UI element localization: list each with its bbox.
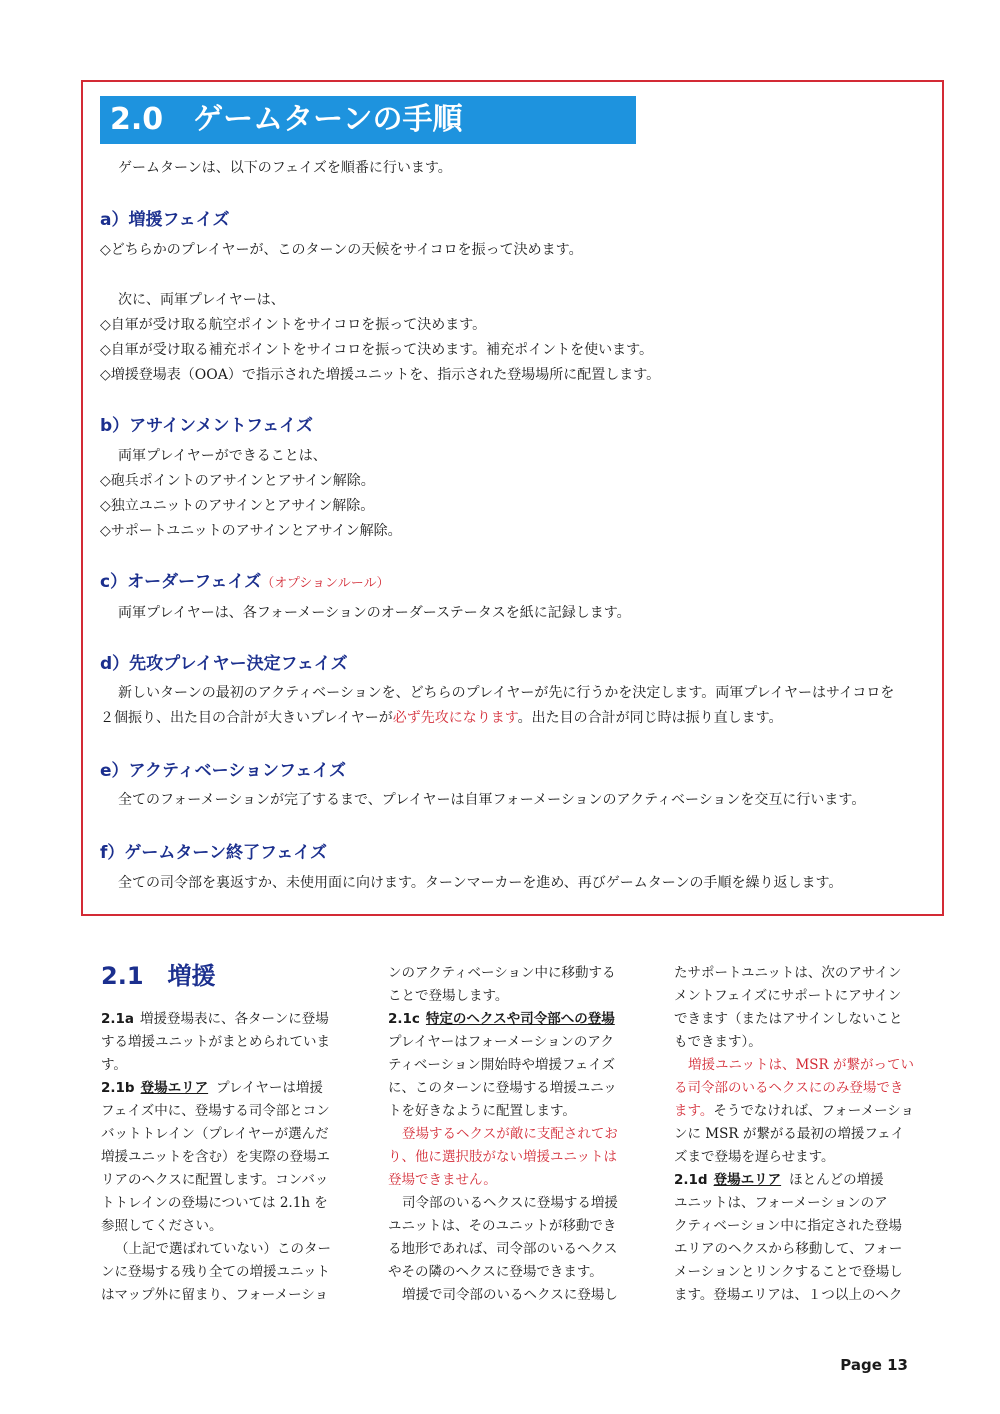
- text-line: リアのヘクスに配置します。コンバッ: [101, 1172, 329, 1188]
- phase-a-line-3: ◇自軍が受け取る航空ポイントをサイコロを振って決めます。: [100, 317, 487, 333]
- rule-text: そうでなければ、フォーメーショ: [713, 1103, 915, 1119]
- heading-phase-b: b）アサインメントフェイズ: [100, 416, 313, 436]
- text-line: トトレインの登場については 2.1h を: [101, 1195, 328, 1211]
- rule-text: 増援登場表に、各ターンに登場: [140, 1011, 329, 1027]
- phase-d-line-2: [100, 708, 783, 728]
- rule-number: 2.1a: [101, 1011, 135, 1027]
- page-number: Page 13: [840, 1356, 908, 1374]
- text-line: メーションとリンクすることで登場し: [674, 1264, 903, 1280]
- text-line: バットトレイン（プレイヤーが選んだ: [101, 1126, 329, 1142]
- text-line: 増援ユニットを含む）を実際の登場エ: [101, 1149, 330, 1165]
- text-line: [101, 1008, 353, 1031]
- rule-subtitle: 特定のヘクスや司令部への登場: [425, 1011, 615, 1027]
- column-3: [674, 962, 926, 1307]
- heading-phase-c-label: c）オーダーフェイズ: [100, 572, 262, 592]
- phase-a-line-4: ◇自軍が受け取る補充ポイントをサイコロを振って決めます。補充ポイントを使います。: [100, 342, 653, 358]
- phase-d-line-1: 新しいターンの最初のアクティベーションを、どちらのプレイヤーが先に行うかを決定します。両軍プレイヤーはサイコロを: [118, 685, 895, 701]
- text-line: する増援ユニットがまとめられていま: [101, 1034, 330, 1050]
- heading-phase-a: a）増援フェイズ: [100, 210, 230, 230]
- text-line: に、このターンに登場する増援ユニッ: [388, 1080, 617, 1096]
- text-line: ンに登場する残り全ての増援ユニット: [101, 1264, 330, 1280]
- text-line: ユニットは、フォーメーションのア: [674, 1195, 888, 1211]
- text-line: もできます）。: [674, 1034, 762, 1050]
- text-line: クティベーション中に指定された登場: [674, 1218, 902, 1234]
- text-line: ンのアクティベーション中に移動する: [388, 965, 616, 981]
- rule-text: ほとんどの増援: [789, 1172, 884, 1188]
- optional-rule-label: （オプションルール）: [261, 576, 390, 591]
- text-line: できます（またはアサインしないこと: [674, 1011, 903, 1027]
- text-line: [388, 1008, 640, 1031]
- rule-text: プレイヤーは増援: [216, 1080, 323, 1096]
- rule-subtitle: 登場エリア: [140, 1080, 209, 1096]
- text-line: る地形であれば、司令部のいるヘクス: [388, 1241, 618, 1257]
- emphasis-text: ます。: [674, 1103, 714, 1119]
- text-line: プレイヤーはフォーメーションのアク: [388, 1034, 614, 1050]
- rule-number: 2.1b: [101, 1080, 135, 1096]
- emphasis-line: 増援ユニットは、MSR が繋がってい: [688, 1057, 914, 1073]
- text-line: はマップ外に留まり、フォーメーショ: [101, 1287, 329, 1303]
- heading-phase-f: f）ゲームターン終了フェイズ: [100, 843, 328, 863]
- phase-d-emphasis: 必ず先攻になります: [392, 710, 518, 726]
- phase-b-line-2: ◇砲兵ポイントのアサインとアサイン解除。: [100, 473, 375, 489]
- section-title-2-0: 2.0 ゲームターンの手順: [100, 96, 636, 144]
- column-2: [388, 962, 640, 1307]
- phase-a-line-5: ◇増援登場表（OOA）で指示された増援ユニットを、指示された登場場所に配置します。: [100, 367, 661, 383]
- text-line: 司令部のいるヘクスに登場する増援: [402, 1195, 618, 1211]
- emphasis-line: る司令部のいるヘクスにのみ登場でき: [674, 1080, 904, 1096]
- text-line: フェイズ中に、登場する司令部とコン: [101, 1103, 330, 1119]
- rule-number: 2.1c: [388, 1011, 420, 1027]
- text-line: す。: [101, 1057, 127, 1073]
- heading-phase-e: e）アクティベーションフェイズ: [100, 761, 346, 781]
- text-line: [674, 1169, 926, 1192]
- text-line: メントフェイズにサポートにアサイン: [674, 988, 902, 1004]
- rule-subtitle: 登場エリア: [713, 1172, 782, 1188]
- phase-a-line-2: 次に、両軍プレイヤーは、: [118, 292, 285, 308]
- text-line: ティベーション開始時や増援フェイズ: [388, 1057, 616, 1073]
- text-line: ズまで登場を遅らせます。: [674, 1149, 835, 1165]
- text-line: たサポートユニットは、次のアサイン: [674, 965, 902, 981]
- emphasis-line: 登場するヘクスが敵に支配されてお: [402, 1126, 618, 1142]
- phase-a-line-1: ◇どちらかのプレイヤーが、このターンの天候をサイコロを振って決めます。: [100, 242, 583, 258]
- text-line: エリアのヘクスから移動して、フォー: [674, 1241, 903, 1257]
- text-line: ます。登場エリアは、１つ以上のヘク: [674, 1287, 903, 1303]
- phase-f-line-1: 全ての司令部を裏返すか、未使用面に向けます。ターンマーカーを進め、再びゲームターンの手順を繰り返します。: [118, 875, 843, 891]
- text-line: ユニットは、そのユニットが移動でき: [388, 1218, 617, 1234]
- text-line: ンに MSR が繋がる最初の増援フェイ: [674, 1126, 905, 1142]
- text-line: 増援で司令部のいるヘクスに登場し: [402, 1287, 618, 1303]
- text-line: 参照してください。: [101, 1218, 223, 1234]
- phase-e-line-1: 全てのフォーメーションが完了するまで、プレイヤーは自軍フォーメーションのアクティベーションを交互に行います。: [118, 792, 866, 808]
- emphasis-line: 登場できません。: [388, 1172, 497, 1188]
- heading-phase-d: d）先攻プレイヤー決定フェイズ: [100, 654, 348, 674]
- phase-b-line-3: ◇独立ユニットのアサインとアサイン解除。: [100, 498, 375, 514]
- text-line: やその隣のヘクスに登場できます。: [388, 1264, 603, 1280]
- text-line: [101, 1077, 353, 1100]
- text-line: ことで登場します。: [388, 988, 509, 1004]
- phase-b-line-4: ◇サポートユニットのアサインとアサイン解除。: [100, 523, 402, 539]
- phase-d-text-c: 。出た目の合計が同じ時は振り直します。: [517, 710, 783, 726]
- text-line: （上記で選ばれていない）このター: [115, 1241, 331, 1257]
- rule-number: 2.1d: [674, 1172, 708, 1188]
- phase-d-text-a: ２個振り、出た目の合計が大きいプレイヤーが: [100, 710, 393, 726]
- text-line: トを好きなように配置します。: [388, 1103, 576, 1119]
- phase-c-line-1: 両軍プレイヤーは、各フォーメーションのオーダーステータスを紙に記録します。: [118, 605, 631, 621]
- emphasis-line: り、他に選択肢がない増援ユニットは: [388, 1149, 617, 1165]
- heading-phase-c: [100, 571, 389, 595]
- intro-text: ゲームターンは、以下のフェイズを順番に行います。: [118, 160, 452, 176]
- section-title-2-1: 2.1 増援: [101, 962, 216, 990]
- text-line: [674, 1100, 926, 1123]
- phase-b-line-1: 両軍プレイヤーができることは、: [118, 448, 327, 464]
- column-1: [101, 1008, 353, 1307]
